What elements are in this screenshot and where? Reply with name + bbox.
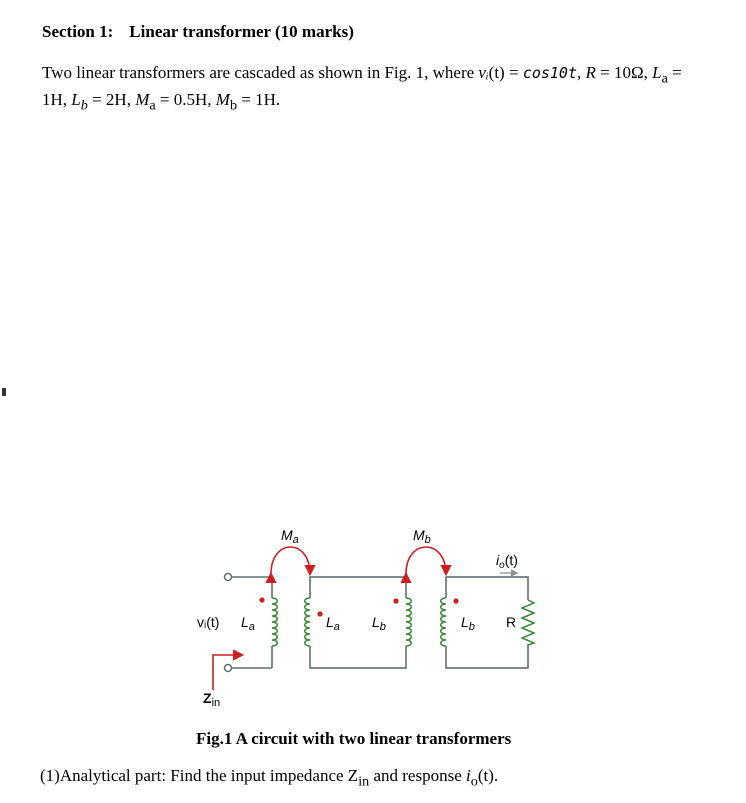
figure-caption: Fig.1 A circuit with two linear transformers xyxy=(196,729,512,748)
la-subscript: a xyxy=(661,70,668,87)
middle-loop xyxy=(310,577,406,668)
coil-la-1 xyxy=(272,598,277,646)
section-title: Linear transformer (10 marks) xyxy=(129,22,354,41)
label-lb-1: $L_b$ xyxy=(372,614,386,633)
r-value: = 10Ω, xyxy=(595,63,653,82)
label-io: $i_o(t)$ xyxy=(496,552,518,571)
io-symbol: i xyxy=(466,766,471,785)
question-text-end: (t). xyxy=(477,766,499,785)
io-subscript: o xyxy=(470,773,478,790)
question-text-mid: and response xyxy=(369,766,466,785)
vi-symbol: vᵢ xyxy=(478,63,489,82)
question-number: (1) xyxy=(40,766,60,785)
la-symbol: L xyxy=(652,63,662,82)
ma-symbol: M xyxy=(135,90,150,110)
terminal-bottom xyxy=(225,665,232,672)
question-text: Analytical part: Find the input impedance Z xyxy=(59,766,359,785)
label-lb-2: $L_b$ xyxy=(461,614,475,633)
label-ma: $M_a$ xyxy=(281,527,299,546)
lb-value: = 2H, xyxy=(87,90,136,110)
ma-subscript: a xyxy=(149,97,156,114)
zin-subscript: in xyxy=(358,773,370,790)
label-r: R xyxy=(506,614,517,630)
dot-lb-2 xyxy=(453,598,458,603)
r-symbol: R xyxy=(585,63,596,82)
dot-la-2 xyxy=(317,611,322,616)
vi-arg: (t) = xyxy=(488,63,523,82)
mb-value: = 1H. xyxy=(237,90,281,110)
mb-symbol: M xyxy=(215,90,230,110)
dot-la-1 xyxy=(259,597,264,602)
lb-symbol: L xyxy=(71,90,81,110)
la-value: = 1H, xyxy=(42,63,682,110)
polarity-dots xyxy=(259,597,458,616)
label-la-2: $L_a$ xyxy=(326,614,340,633)
separator: , xyxy=(577,63,586,82)
lb-subscript: b xyxy=(80,97,88,114)
mb-subscript: b xyxy=(229,97,238,114)
terminal-top xyxy=(225,574,232,581)
label-la-1: $L_a$ xyxy=(241,614,255,633)
question-1 xyxy=(40,766,498,790)
dot-lb-1 xyxy=(393,598,398,603)
label-zin: $Z_{in}$ xyxy=(203,690,221,709)
zin-arrow xyxy=(213,655,242,690)
mutual-arc-mb xyxy=(406,547,446,574)
label-mb: $M_b$ xyxy=(413,527,431,546)
coils xyxy=(272,598,454,646)
problem-text: Two linear transformers are cascaded as shown in Fig. 1, where xyxy=(42,63,479,82)
ma-value: = 0.5H, xyxy=(155,90,216,110)
section-number: Section 1: xyxy=(42,22,114,41)
label-vi: vᵢ(t) xyxy=(197,614,220,630)
vi-expression: cos10t xyxy=(522,64,577,82)
mutual-arc-ma xyxy=(271,547,310,574)
